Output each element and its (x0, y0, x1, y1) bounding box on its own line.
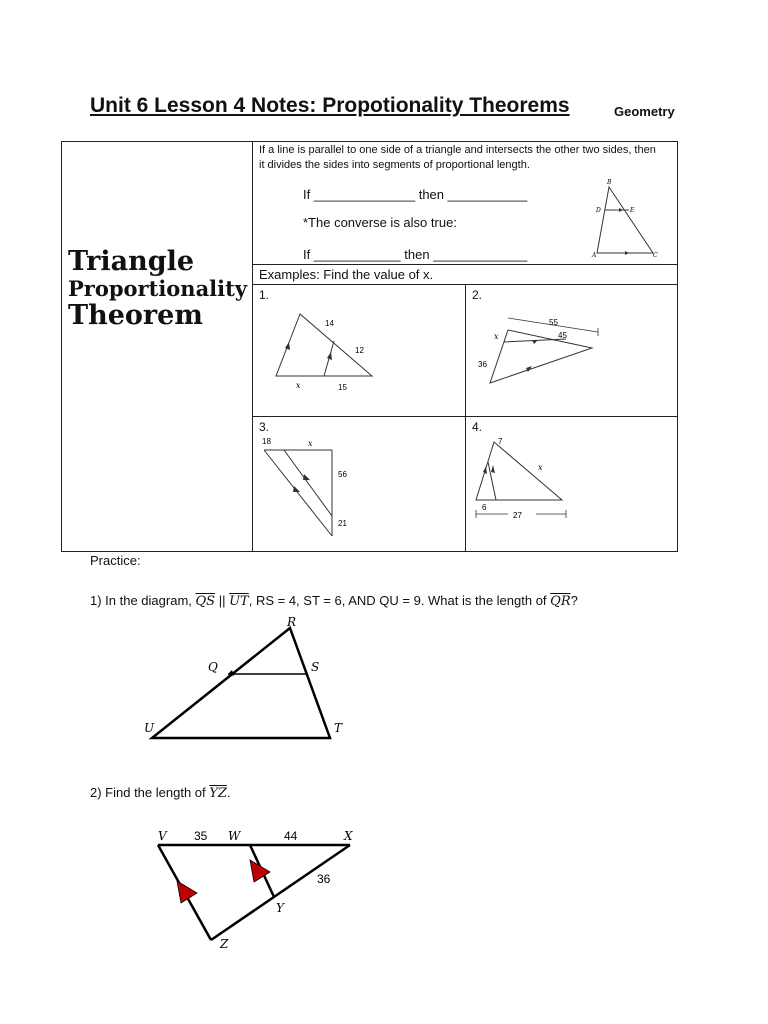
column-divider (465, 284, 466, 552)
point-label: R (287, 615, 297, 629)
practice-1-figure (140, 612, 360, 747)
example-number: 1. (259, 288, 270, 302)
blank: _____________ (433, 247, 528, 262)
example-number: 2. (472, 288, 483, 302)
question-text: 1) In the diagram, (90, 593, 192, 608)
length-label: 56 (338, 470, 347, 479)
point-label: D (596, 207, 601, 214)
segment-label: $\overline{YZ}$ (209, 786, 227, 801)
row-divider (252, 264, 678, 265)
practice-question-1 (90, 593, 578, 609)
practice-2-figure (148, 822, 368, 957)
length-label: 7 (498, 437, 503, 446)
if-label: If (303, 247, 311, 262)
point-label: X (344, 829, 353, 843)
theorem-statement: If a line is parallel to one side of a triangle and intersects the other two sides, then it divides the sides into segments of proportional length. (259, 144, 656, 171)
then-label: then (418, 187, 445, 202)
point-label: E (630, 207, 635, 214)
question-text: ? (570, 593, 578, 608)
question-text: . (226, 785, 231, 800)
point-label: B (607, 179, 612, 186)
point-label: A (592, 252, 597, 259)
practice-question-2 (90, 785, 231, 801)
length-label: 14 (325, 319, 334, 328)
subject-label: Geometry (614, 104, 675, 119)
parallel-symbol: || (215, 593, 230, 608)
segment-label: $\overline{QS}$ (195, 594, 216, 609)
column-divider (252, 141, 253, 552)
length-label: 44 (284, 829, 298, 843)
point-label: V (158, 829, 167, 843)
length-label: 12 (355, 346, 364, 355)
question-text: 2) Find the length of (90, 785, 206, 800)
length-label: 35 (194, 829, 208, 843)
length-label: x (296, 381, 301, 390)
if-then-line-2 (303, 247, 527, 262)
parallel-arrow (177, 881, 197, 903)
point-label: Q (208, 660, 218, 674)
theorem-name-line3: Theorem (68, 300, 203, 331)
point-label: W (228, 829, 241, 843)
length-label: 15 (338, 383, 347, 392)
length-label: 36 (478, 360, 487, 369)
length-label: 55 (549, 318, 558, 327)
theorem-name-line1: Triangle (68, 246, 195, 277)
point-label: U (144, 721, 155, 735)
examples-heading: Examples: Find the value of x. (259, 267, 434, 282)
if-label: If (303, 187, 311, 202)
page-title: Unit 6 Lesson 4 Notes: Propotionality Theorems (90, 94, 570, 117)
example-2-figure (474, 310, 609, 400)
length-label: 18 (262, 437, 271, 446)
length-label: 6 (482, 503, 487, 512)
if-then-line-1 (303, 187, 527, 202)
length-label: 27 (513, 511, 522, 520)
theorem-name-line2: Proportionality (68, 276, 248, 301)
blank: ______________ (313, 187, 416, 202)
length-label: x (308, 439, 313, 448)
then-label: then (404, 247, 430, 262)
example-3-figure (256, 432, 366, 542)
length-label: x (494, 332, 499, 341)
point-label: C (653, 252, 658, 259)
practice-heading: Practice: (90, 553, 141, 568)
converse-note: *The converse is also true: (303, 215, 457, 230)
example-number: 3. (259, 420, 270, 434)
point-label: Y (276, 901, 284, 915)
question-text: , RS = 4, ST = 6, AND QU = 9. What is the length of (248, 593, 547, 608)
example-4-figure (472, 432, 582, 527)
blank: ___________ (447, 187, 528, 202)
length-label: 36 (317, 872, 331, 886)
example-number: 4. (472, 420, 483, 434)
example-1-figure (268, 308, 383, 398)
segment-label: $\overline{QR}$ (550, 594, 571, 609)
point-label: T (334, 721, 343, 735)
point-label: Z (220, 937, 229, 951)
blank: ____________ (313, 247, 401, 262)
length-label: x (538, 463, 543, 472)
parallel-arrow (250, 860, 270, 882)
point-label: S (311, 660, 320, 674)
theorem-figure (585, 175, 665, 261)
length-label: 21 (338, 519, 347, 528)
segment-label: $\overline{UT}$ (229, 594, 249, 609)
length-label: 45 (558, 331, 567, 340)
theorem-name (68, 248, 247, 329)
